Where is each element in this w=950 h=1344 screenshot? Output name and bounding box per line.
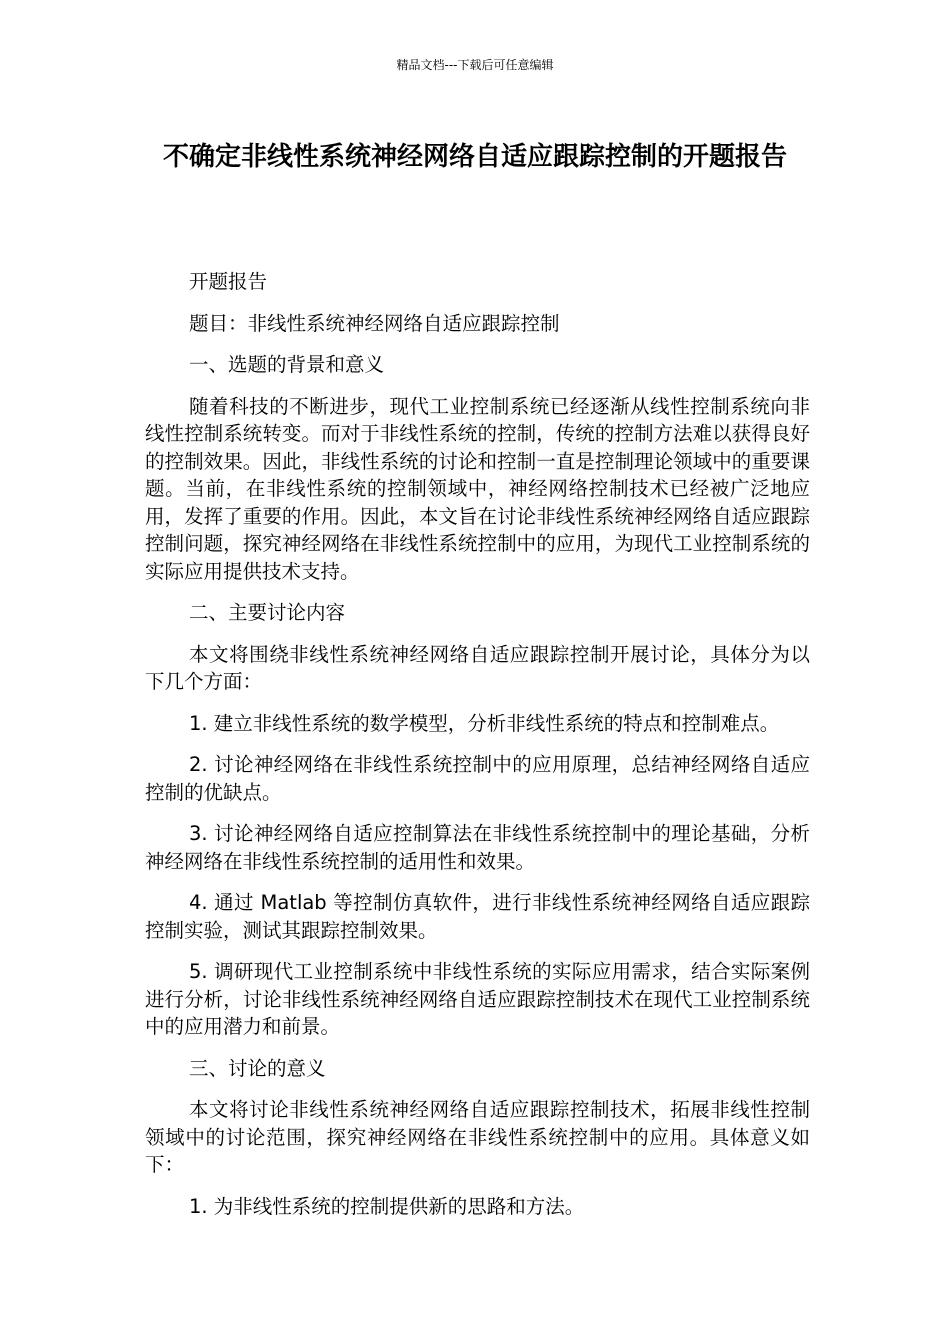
paragraph-topic: 题目：非线性系统神经网络自适应跟踪控制 <box>189 311 560 335</box>
document-title: 不确定非线性系统神经网络自适应跟踪控制的开题报告 <box>162 142 787 172</box>
section-heading-main-content: 二、主要讨论内容 <box>189 601 346 624</box>
section-heading-significance: 三、讨论的意义 <box>189 1056 326 1080</box>
list-item: 4. 通过 Matlab 等控制仿真软件，进行非线性系统神经网络自适应跟踪控制实验，测试其跟踪控制效果。 <box>145 891 810 942</box>
header-note: 精品文档---下载后可任意编辑 <box>396 58 554 72</box>
list-item: 2. 讨论神经网络在非线性系统控制中的应用原理，总结神经网络自适应控制的优缺点。 <box>145 753 810 804</box>
list-item: 5. 调研现代工业控制系统中非线性系统的实际应用需求，结合实际案例进行分析，讨论非线性系统神经网络自适应跟踪控制技术在现代工业控制系统中的应用潜力和前景。 <box>145 960 810 1038</box>
paragraph-report-label: 开题报告 <box>189 270 268 293</box>
list-item: 3. 讨论神经网络自适应控制算法在非线性系统控制中的理论基础，分析神经网络在非线性系统控制的适用性和效果。 <box>145 822 810 873</box>
paragraph-background: 随着科技的不断进步，现代工业控制系统已经逐渐从线性控制系统向非线性控制系统转变。而对于非线性系统的控制，传统的控制方法难以获得良好的控制效果。因此，非线性系统的讨论和控制一直是控制理论领域中的重要课题。当前，在非线性系统的控制领域中，神经网络控制技术已经被广泛地应用，发挥了重要的作用。因此，本文旨在讨论非线性系统神经网络自适应跟踪控制问题，探究神经网络在非线性系统控制中的应用，为现代工业控制系统的实际应用提供技术支持。 <box>145 394 810 583</box>
section-heading-background: 一、选题的背景和意义 <box>189 353 385 376</box>
list-item: 1. 为非线性系统的控制提供新的思路和方法。 <box>189 1194 585 1218</box>
document-body <box>145 268 810 1234</box>
paragraph-significance-intro: 本文将讨论非线性系统神经网络自适应跟踪控制技术，拓展非线性控制领域中的讨论范围，探究神经网络在非线性系统控制中的应用。具体意义如下： <box>145 1098 810 1176</box>
paragraph-main-content-intro: 本文将围绕非线性系统神经网络自适应跟踪控制开展讨论，具体分为以下几个方面： <box>145 642 810 693</box>
list-item: 1. 建立非线性系统的数学模型，分析非线性系统的特点和控制难点。 <box>189 711 780 735</box>
